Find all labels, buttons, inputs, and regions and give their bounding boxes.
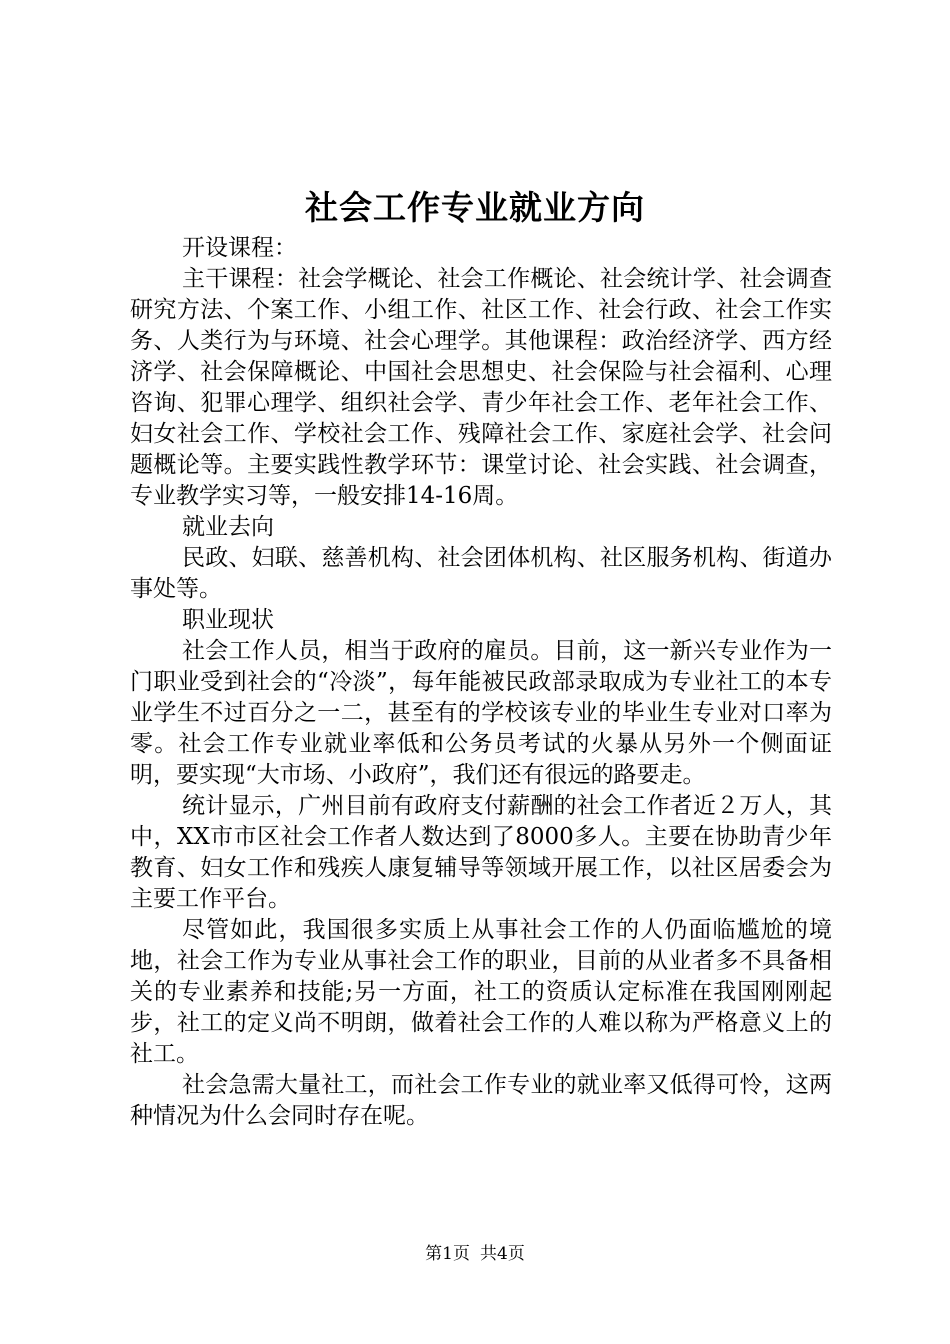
document-title: 社会工作专业就业方向 xyxy=(305,188,645,227)
page-footer xyxy=(0,1242,950,1266)
page-number: 第1页 xyxy=(425,1244,470,1264)
paragraph-statistics: 统计显示，广州目前有政府支付薪酬的社会工作者近２万人，其中，XX市市区社会工作者人数达到了8000多人。主要在协助青少年教育、妇女工作和残疾人康复辅导等领域开展工作，以社区居委会为主要工作平台。 xyxy=(130,793,832,912)
paragraph-courses-heading: 开设课程： xyxy=(182,235,297,261)
paragraph-employment: 民政、妇联、慈善机构、社会团体机构、社区服务机构、街道办事处等。 xyxy=(130,545,832,602)
paragraph-courses: 主干课程：社会学概论、社会工作概论、社会统计学、社会调查研究方法、个案工作、小组工作、社区工作、社会行政、社会工作实务、人类行为与环境、社会心理学。其他课程：政治经济学、西方经济学、社会保障概论、中国社会思想史、社会保险与社会福利、心理咨询、犯罪心理学、组织社会学、青少年社会工作、老年社会工作、妇女社会工作、学校社会工作、残障社会工作、家庭社会学、社会问题概论等。主要实践性教学环节：课堂讨论、社会实践、社会调查，专业教学实习等，一般安排14-16周。 xyxy=(130,266,832,509)
paragraph-question: 社会急需大量社工，而社会工作专业的就业率又低得可怜，这两种情况为什么会同时存在呢。 xyxy=(130,1072,832,1129)
page-total: 共4页 xyxy=(480,1244,525,1264)
paragraph-status: 社会工作人员，相当于政府的雇员。目前，这一新兴专业作为一门职业受到社会的“冷淡”，每年能被民政部录取成为专业社工的本专业学生不过百分之一二，甚至有的学校该专业的毕业生专业对口率为零。社会工作专业就业率低和公务员考试的火暴从另外一个侧面证明，要实现“大市场、小政府”，我们还有很远的路要走。 xyxy=(130,638,832,788)
paragraph-employment-heading: 就业去向 xyxy=(182,514,274,540)
paragraph-dilemma: 尽管如此，我国很多实质上从事社会工作的人仍面临尴尬的境地，社会工作为专业从事社会工作的职业，目前的从业者多不具备相关的专业素养和技能;另一方面，社工的资质认定标准在我国刚刚起步，社工的定义尚不明朗，做着社会工作的人难以称为严格意义上的社工。 xyxy=(130,917,832,1067)
document-body xyxy=(130,233,832,1132)
paragraph-status-heading: 职业现状 xyxy=(182,607,274,633)
